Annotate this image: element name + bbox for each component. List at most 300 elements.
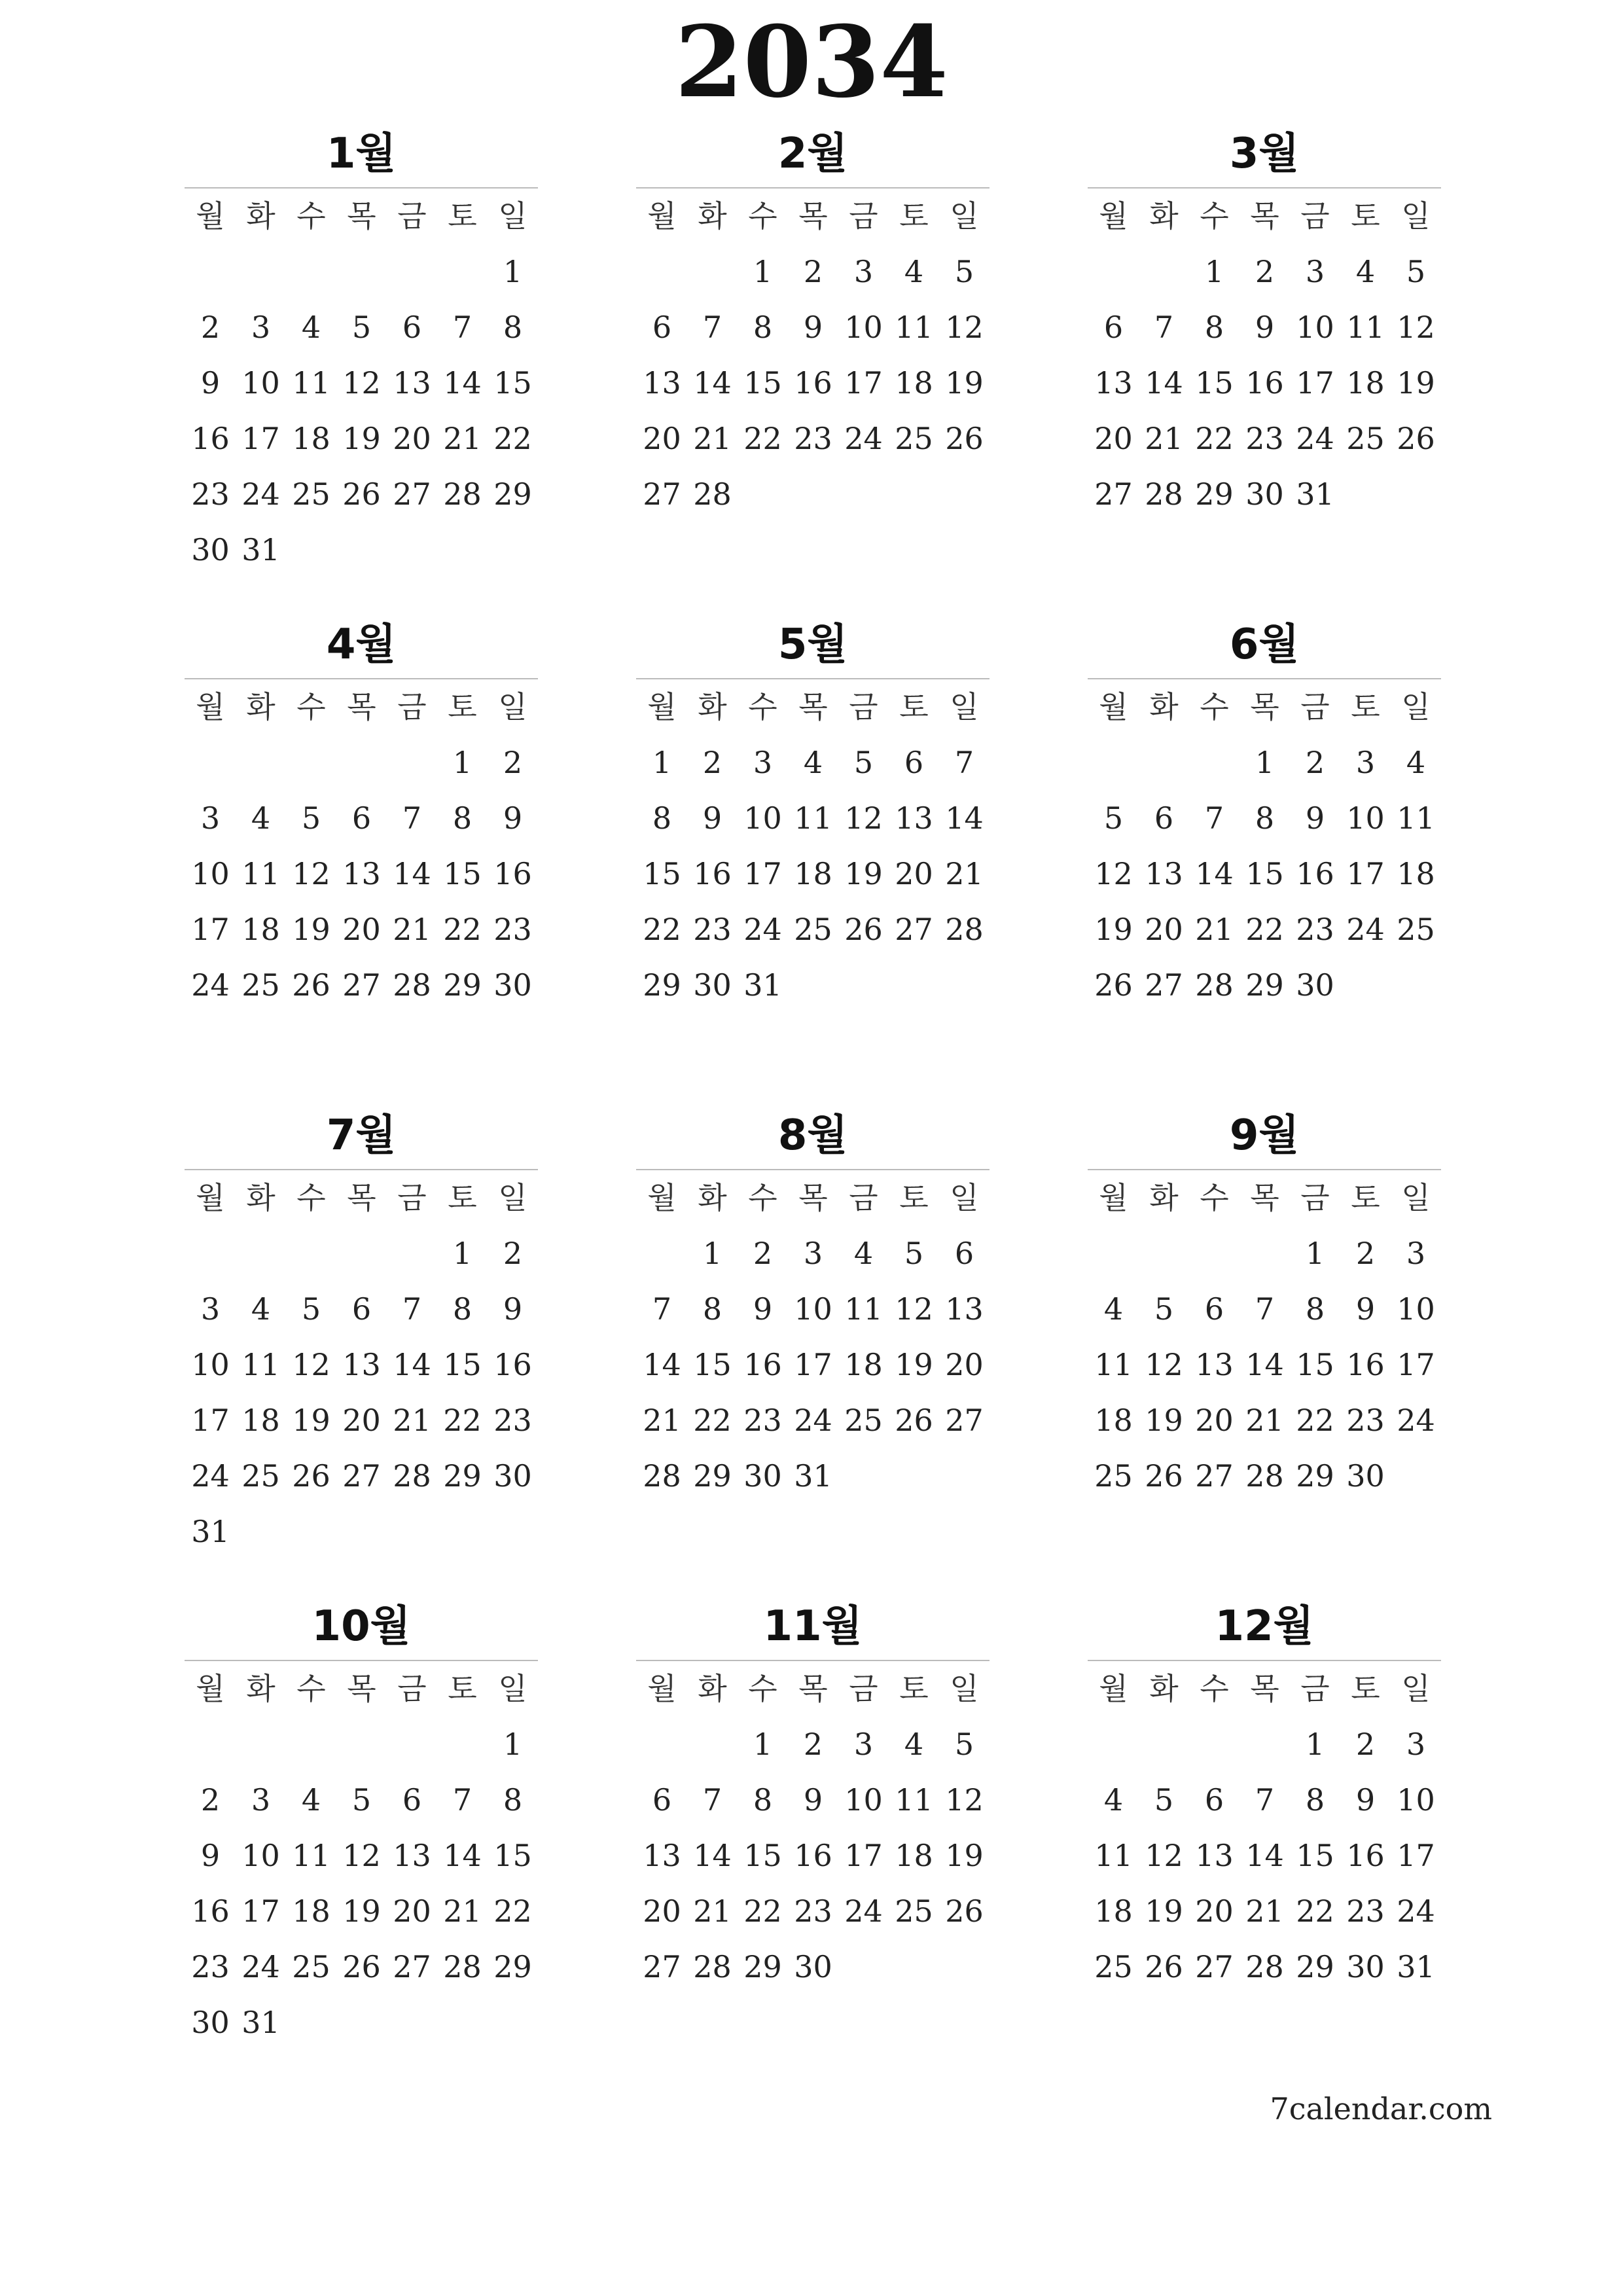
day-cell[interactable]: 9 [200,365,221,401]
day-cell[interactable]: 28 [643,1458,681,1494]
day-cell[interactable]: 20 [643,1893,681,1929]
day-cell[interactable]: 21 [1195,912,1234,947]
day-cell[interactable]: 18 [292,421,330,456]
day-cell[interactable]: 10 [241,365,280,401]
day-cell[interactable]: 19 [342,421,381,456]
day-cell[interactable]: 26 [342,476,381,512]
day-cell[interactable]: 17 [844,365,883,401]
day-cell[interactable]: 10 [794,1291,832,1327]
day-cell[interactable]: 17 [191,912,230,947]
day-cell[interactable]: 30 [794,1949,832,1984]
day-cell[interactable]: 21 [1145,421,1183,456]
day-cell[interactable]: 21 [945,856,984,891]
day-cell[interactable]: 18 [241,912,280,947]
day-cell[interactable]: 14 [1195,856,1234,891]
day-cell[interactable]: 10 [743,800,782,836]
day-cell[interactable]: 8 [503,1782,523,1818]
day-cell[interactable]: 22 [1195,421,1234,456]
day-cell[interactable]: 21 [443,1893,482,1929]
day-cell[interactable]: 17 [1397,1347,1435,1382]
day-cell[interactable]: 13 [1145,856,1183,891]
day-cell[interactable]: 15 [1195,365,1234,401]
day-cell[interactable]: 31 [794,1458,832,1494]
day-cell[interactable]: 29 [443,1458,482,1494]
day-cell[interactable]: 18 [1094,1403,1133,1438]
day-cell[interactable]: 29 [493,1949,532,1984]
day-cell[interactable]: 7 [702,1782,722,1818]
day-cell[interactable]: 11 [895,1782,933,1818]
day-cell[interactable]: 4 [301,310,321,345]
day-cell[interactable]: 1 [452,1236,473,1271]
day-cell[interactable]: 28 [1245,1949,1284,1984]
day-cell[interactable]: 2 [753,1236,773,1271]
day-cell[interactable]: 6 [1154,800,1174,836]
day-cell[interactable]: 11 [292,1838,330,1873]
day-cell[interactable]: 12 [342,365,381,401]
day-cell[interactable]: 10 [191,1347,230,1382]
day-cell[interactable]: 18 [1397,856,1435,891]
day-cell[interactable]: 20 [1094,421,1133,456]
day-cell[interactable]: 27 [643,476,681,512]
day-cell[interactable]: 17 [1346,856,1385,891]
day-cell[interactable]: 16 [1245,365,1284,401]
day-cell[interactable]: 17 [1296,365,1334,401]
day-cell[interactable]: 11 [1094,1347,1133,1382]
day-cell[interactable]: 2 [1305,745,1325,780]
day-cell[interactable]: 28 [693,1949,732,1984]
day-cell[interactable]: 27 [393,476,431,512]
day-cell[interactable]: 26 [342,1949,381,1984]
day-cell[interactable]: 21 [693,1893,732,1929]
day-cell[interactable]: 4 [803,745,823,780]
day-cell[interactable]: 13 [643,365,681,401]
day-cell[interactable]: 5 [904,1236,924,1271]
day-cell[interactable]: 9 [503,1291,523,1327]
day-cell[interactable]: 8 [652,800,672,836]
day-cell[interactable]: 12 [945,310,984,345]
day-cell[interactable]: 4 [301,1782,321,1818]
day-cell[interactable]: 29 [1296,1949,1334,1984]
day-cell[interactable]: 22 [1296,1403,1334,1438]
day-cell[interactable]: 16 [693,856,732,891]
day-cell[interactable]: 9 [1355,1291,1376,1327]
day-cell[interactable]: 3 [853,254,874,289]
day-cell[interactable]: 27 [393,1949,431,1984]
day-cell[interactable]: 3 [1355,745,1376,780]
day-cell[interactable]: 8 [503,310,523,345]
day-cell[interactable]: 30 [493,1458,532,1494]
day-cell[interactable]: 27 [342,1458,381,1494]
day-cell[interactable]: 15 [493,365,532,401]
day-cell[interactable]: 29 [1195,476,1234,512]
day-cell[interactable]: 6 [652,310,672,345]
day-cell[interactable]: 8 [452,800,473,836]
day-cell[interactable]: 2 [1355,1236,1376,1271]
day-cell[interactable]: 31 [743,967,782,1003]
day-cell[interactable]: 28 [945,912,984,947]
day-cell[interactable]: 24 [1296,421,1334,456]
day-cell[interactable]: 20 [945,1347,984,1382]
day-cell[interactable]: 31 [1397,1949,1435,1984]
day-cell[interactable]: 4 [1406,745,1426,780]
day-cell[interactable]: 15 [493,1838,532,1873]
day-cell[interactable]: 25 [1094,1949,1133,1984]
day-cell[interactable]: 19 [292,912,330,947]
day-cell[interactable]: 20 [393,1893,431,1929]
day-cell[interactable]: 10 [844,1782,883,1818]
day-cell[interactable]: 30 [1245,476,1284,512]
day-cell[interactable]: 4 [1355,254,1376,289]
day-cell[interactable]: 23 [191,476,230,512]
day-cell[interactable]: 9 [1305,800,1325,836]
day-cell[interactable]: 31 [191,1514,230,1549]
day-cell[interactable]: 2 [503,1236,523,1271]
day-cell[interactable]: 10 [1397,1782,1435,1818]
day-cell[interactable]: 17 [1397,1838,1435,1873]
day-cell[interactable]: 29 [743,1949,782,1984]
day-cell[interactable]: 30 [743,1458,782,1494]
day-cell[interactable]: 10 [1346,800,1385,836]
day-cell[interactable]: 11 [292,365,330,401]
day-cell[interactable]: 27 [1145,967,1183,1003]
day-cell[interactable]: 14 [1245,1347,1284,1382]
day-cell[interactable]: 14 [393,856,431,891]
day-cell[interactable]: 3 [753,745,773,780]
day-cell[interactable]: 14 [693,1838,732,1873]
day-cell[interactable]: 14 [643,1347,681,1382]
day-cell[interactable]: 19 [1094,912,1133,947]
day-cell[interactable]: 29 [643,967,681,1003]
day-cell[interactable]: 30 [693,967,732,1003]
day-cell[interactable]: 31 [1296,476,1334,512]
day-cell[interactable]: 11 [844,1291,883,1327]
day-cell[interactable]: 12 [895,1291,933,1327]
day-cell[interactable]: 2 [503,745,523,780]
day-cell[interactable]: 1 [1305,1236,1325,1271]
day-cell[interactable]: 30 [1296,967,1334,1003]
day-cell[interactable]: 29 [443,967,482,1003]
day-cell[interactable]: 24 [191,967,230,1003]
day-cell[interactable]: 2 [200,310,221,345]
day-cell[interactable]: 30 [191,2005,230,2040]
day-cell[interactable]: 9 [702,800,722,836]
day-cell[interactable]: 22 [493,421,532,456]
day-cell[interactable]: 12 [1145,1347,1183,1382]
day-cell[interactable]: 1 [702,1236,722,1271]
day-cell[interactable]: 6 [904,745,924,780]
day-cell[interactable]: 16 [794,365,832,401]
day-cell[interactable]: 10 [844,310,883,345]
day-cell[interactable]: 5 [1154,1291,1174,1327]
day-cell[interactable]: 25 [292,1949,330,1984]
day-cell[interactable]: 6 [1204,1291,1224,1327]
day-cell[interactable]: 28 [1145,476,1183,512]
day-cell[interactable]: 8 [753,1782,773,1818]
day-cell[interactable]: 1 [503,254,523,289]
day-cell[interactable]: 27 [1195,1949,1234,1984]
day-cell[interactable]: 18 [794,856,832,891]
day-cell[interactable]: 23 [1346,1403,1385,1438]
day-cell[interactable]: 29 [1245,967,1284,1003]
day-cell[interactable]: 24 [1397,1893,1435,1929]
day-cell[interactable]: 24 [844,421,883,456]
day-cell[interactable]: 26 [945,421,984,456]
day-cell[interactable]: 1 [753,1727,773,1762]
day-cell[interactable]: 28 [393,967,431,1003]
day-cell[interactable]: 21 [643,1403,681,1438]
day-cell[interactable]: 24 [241,476,280,512]
day-cell[interactable]: 25 [895,1893,933,1929]
day-cell[interactable]: 22 [693,1403,732,1438]
day-cell[interactable]: 7 [1154,310,1174,345]
day-cell[interactable]: 29 [493,476,532,512]
day-cell[interactable]: 5 [853,745,874,780]
day-cell[interactable]: 13 [342,1347,381,1382]
day-cell[interactable]: 13 [393,365,431,401]
day-cell[interactable]: 3 [1305,254,1325,289]
day-cell[interactable]: 16 [191,1893,230,1929]
day-cell[interactable]: 20 [1195,1403,1234,1438]
day-cell[interactable]: 27 [1195,1458,1234,1494]
day-cell[interactable]: 15 [743,1838,782,1873]
day-cell[interactable]: 13 [643,1838,681,1873]
day-cell[interactable]: 21 [393,1403,431,1438]
day-cell[interactable]: 6 [954,1236,974,1271]
day-cell[interactable]: 28 [1195,967,1234,1003]
day-cell[interactable]: 27 [895,912,933,947]
day-cell[interactable]: 13 [945,1291,984,1327]
day-cell[interactable]: 30 [191,532,230,567]
day-cell[interactable]: 22 [1296,1893,1334,1929]
day-cell[interactable]: 31 [241,2005,280,2040]
day-cell[interactable]: 2 [1255,254,1275,289]
day-cell[interactable]: 11 [1397,800,1435,836]
day-cell[interactable]: 21 [1245,1403,1284,1438]
day-cell[interactable]: 28 [393,1458,431,1494]
day-cell[interactable]: 20 [342,912,381,947]
day-cell[interactable]: 21 [1245,1893,1284,1929]
day-cell[interactable]: 12 [1094,856,1133,891]
day-cell[interactable]: 20 [1195,1893,1234,1929]
day-cell[interactable]: 17 [794,1347,832,1382]
day-cell[interactable]: 15 [643,856,681,891]
day-cell[interactable]: 18 [895,365,933,401]
day-cell[interactable]: 1 [1255,745,1275,780]
day-cell[interactable]: 15 [1245,856,1284,891]
day-cell[interactable]: 16 [191,421,230,456]
day-cell[interactable]: 17 [743,856,782,891]
day-cell[interactable]: 14 [693,365,732,401]
day-cell[interactable]: 8 [1305,1291,1325,1327]
day-cell[interactable]: 19 [945,1838,984,1873]
day-cell[interactable]: 9 [803,1782,823,1818]
day-cell[interactable]: 24 [241,1949,280,1984]
day-cell[interactable]: 12 [342,1838,381,1873]
day-cell[interactable]: 20 [643,421,681,456]
day-cell[interactable]: 28 [1245,1458,1284,1494]
day-cell[interactable]: 26 [292,1458,330,1494]
day-cell[interactable]: 5 [351,310,372,345]
day-cell[interactable]: 11 [241,856,280,891]
day-cell[interactable]: 9 [753,1291,773,1327]
day-cell[interactable]: 22 [743,1893,782,1929]
day-cell[interactable]: 6 [402,310,422,345]
day-cell[interactable]: 23 [493,1403,532,1438]
day-cell[interactable]: 30 [1346,1458,1385,1494]
day-cell[interactable]: 18 [241,1403,280,1438]
day-cell[interactable]: 7 [1204,800,1224,836]
day-cell[interactable]: 2 [803,1727,823,1762]
day-cell[interactable]: 19 [292,1403,330,1438]
day-cell[interactable]: 9 [803,310,823,345]
day-cell[interactable]: 26 [292,967,330,1003]
day-cell[interactable]: 28 [443,476,482,512]
day-cell[interactable]: 27 [643,1949,681,1984]
day-cell[interactable]: 8 [452,1291,473,1327]
day-cell[interactable]: 6 [402,1782,422,1818]
day-cell[interactable]: 3 [853,1727,874,1762]
day-cell[interactable]: 25 [1346,421,1385,456]
day-cell[interactable]: 3 [1406,1727,1426,1762]
day-cell[interactable]: 1 [503,1727,523,1762]
day-cell[interactable]: 10 [1296,310,1334,345]
day-cell[interactable]: 22 [643,912,681,947]
day-cell[interactable]: 7 [452,1782,473,1818]
day-cell[interactable]: 21 [393,912,431,947]
day-cell[interactable]: 15 [443,856,482,891]
day-cell[interactable]: 7 [402,800,422,836]
day-cell[interactable]: 13 [393,1838,431,1873]
day-cell[interactable]: 6 [351,1291,372,1327]
day-cell[interactable]: 16 [794,1838,832,1873]
day-cell[interactable]: 11 [794,800,832,836]
day-cell[interactable]: 14 [1145,365,1183,401]
day-cell[interactable]: 18 [1094,1893,1133,1929]
day-cell[interactable]: 3 [200,1291,221,1327]
day-cell[interactable]: 19 [895,1347,933,1382]
day-cell[interactable]: 8 [702,1291,722,1327]
day-cell[interactable]: 7 [652,1291,672,1327]
day-cell[interactable]: 16 [493,856,532,891]
day-cell[interactable]: 4 [904,254,924,289]
day-cell[interactable]: 8 [1204,310,1224,345]
day-cell[interactable]: 16 [1346,1347,1385,1382]
day-cell[interactable]: 29 [1296,1458,1334,1494]
day-cell[interactable]: 5 [1406,254,1426,289]
day-cell[interactable]: 5 [954,1727,974,1762]
day-cell[interactable]: 23 [191,1949,230,1984]
day-cell[interactable]: 3 [200,800,221,836]
day-cell[interactable]: 5 [1154,1782,1174,1818]
day-cell[interactable]: 4 [904,1727,924,1762]
day-cell[interactable]: 29 [693,1458,732,1494]
day-cell[interactable]: 28 [693,476,732,512]
day-cell[interactable]: 19 [945,365,984,401]
day-cell[interactable]: 16 [743,1347,782,1382]
day-cell[interactable]: 25 [292,476,330,512]
day-cell[interactable]: 26 [895,1403,933,1438]
day-cell[interactable]: 27 [342,967,381,1003]
day-cell[interactable]: 10 [1397,1291,1435,1327]
day-cell[interactable]: 15 [743,365,782,401]
day-cell[interactable]: 17 [241,421,280,456]
day-cell[interactable]: 13 [1094,365,1133,401]
day-cell[interactable]: 19 [1145,1893,1183,1929]
day-cell[interactable]: 14 [443,365,482,401]
day-cell[interactable]: 5 [301,1291,321,1327]
day-cell[interactable]: 6 [1204,1782,1224,1818]
day-cell[interactable]: 3 [251,310,271,345]
day-cell[interactable]: 23 [1296,912,1334,947]
day-cell[interactable]: 25 [1094,1458,1133,1494]
day-cell[interactable]: 23 [743,1403,782,1438]
day-cell[interactable]: 7 [402,1291,422,1327]
day-cell[interactable]: 9 [503,800,523,836]
day-cell[interactable]: 17 [844,1838,883,1873]
day-cell[interactable]: 22 [493,1893,532,1929]
day-cell[interactable]: 11 [241,1347,280,1382]
day-cell[interactable]: 23 [493,912,532,947]
day-cell[interactable]: 3 [803,1236,823,1271]
day-cell[interactable]: 16 [1346,1838,1385,1873]
day-cell[interactable]: 24 [1346,912,1385,947]
day-cell[interactable]: 13 [895,800,933,836]
day-cell[interactable]: 16 [1296,856,1334,891]
day-cell[interactable]: 13 [1195,1838,1234,1873]
day-cell[interactable]: 7 [452,310,473,345]
day-cell[interactable]: 5 [351,1782,372,1818]
day-cell[interactable]: 1 [452,745,473,780]
day-cell[interactable]: 28 [443,1949,482,1984]
day-cell[interactable]: 24 [844,1893,883,1929]
day-cell[interactable]: 5 [1103,800,1124,836]
day-cell[interactable]: 24 [1397,1403,1435,1438]
day-cell[interactable]: 5 [954,254,974,289]
day-cell[interactable]: 14 [393,1347,431,1382]
day-cell[interactable]: 20 [1145,912,1183,947]
day-cell[interactable]: 22 [1245,912,1284,947]
day-cell[interactable]: 7 [1255,1291,1275,1327]
day-cell[interactable]: 26 [1397,421,1435,456]
day-cell[interactable]: 25 [241,967,280,1003]
day-cell[interactable]: 15 [693,1347,732,1382]
day-cell[interactable]: 31 [241,532,280,567]
day-cell[interactable]: 11 [895,310,933,345]
day-cell[interactable]: 25 [794,912,832,947]
day-cell[interactable]: 2 [1355,1727,1376,1762]
day-cell[interactable]: 23 [1346,1893,1385,1929]
day-cell[interactable]: 15 [443,1347,482,1382]
day-cell[interactable]: 3 [251,1782,271,1818]
day-cell[interactable]: 26 [844,912,883,947]
day-cell[interactable]: 12 [292,1347,330,1382]
day-cell[interactable]: 7 [954,745,974,780]
day-cell[interactable]: 1 [753,254,773,289]
day-cell[interactable]: 22 [443,1403,482,1438]
day-cell[interactable]: 18 [292,1893,330,1929]
day-cell[interactable]: 26 [1094,967,1133,1003]
day-cell[interactable]: 12 [1145,1838,1183,1873]
day-cell[interactable]: 25 [844,1403,883,1438]
day-cell[interactable]: 30 [493,967,532,1003]
day-cell[interactable]: 11 [1346,310,1385,345]
day-cell[interactable]: 20 [342,1403,381,1438]
day-cell[interactable]: 30 [1346,1949,1385,1984]
day-cell[interactable]: 19 [1397,365,1435,401]
day-cell[interactable]: 13 [342,856,381,891]
day-cell[interactable]: 4 [1103,1291,1124,1327]
day-cell[interactable]: 14 [443,1838,482,1873]
